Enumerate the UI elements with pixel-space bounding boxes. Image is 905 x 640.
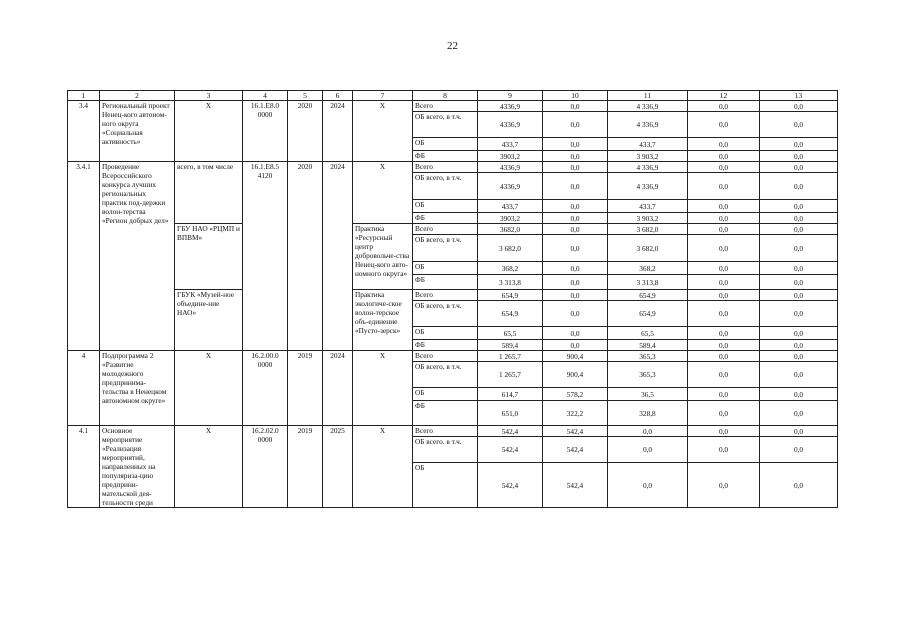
amount-cell: 0,0 bbox=[688, 351, 760, 362]
funding-source: ОБ bbox=[413, 388, 478, 401]
amount-cell: 433,7 bbox=[608, 138, 688, 151]
amount-cell: 4 336,9 bbox=[608, 101, 688, 112]
end-year: 2024 bbox=[323, 162, 353, 351]
amount-cell: 542,4 bbox=[543, 437, 608, 463]
item-number: 3.4 bbox=[68, 101, 100, 162]
amount-cell: 0,0 bbox=[760, 437, 838, 463]
amount-cell: 4336,9 bbox=[478, 173, 543, 200]
amount-cell: 651,0 bbox=[478, 401, 543, 426]
practice-name: X bbox=[353, 162, 413, 224]
amount-cell: 0,0 bbox=[608, 463, 688, 508]
amount-cell: 542,4 bbox=[543, 463, 608, 508]
amount-cell: 0,0 bbox=[688, 138, 760, 151]
amount-cell: 0,0 bbox=[688, 235, 760, 262]
amount-cell: 0,0 bbox=[688, 340, 760, 351]
amount-cell: 0,0 bbox=[543, 301, 608, 327]
amount-cell: 654,9 bbox=[478, 290, 543, 301]
amount-cell: 0,0 bbox=[543, 162, 608, 173]
budget-code: 16.2.00.0 0000 bbox=[243, 351, 288, 426]
amount-cell: 578,2 bbox=[543, 388, 608, 401]
amount-cell: 0,0 bbox=[760, 138, 838, 151]
col-header: 2 bbox=[100, 91, 175, 101]
funding-source: ОБ всего, в т.ч. bbox=[413, 112, 478, 138]
table-row bbox=[68, 426, 838, 437]
amount-cell: 3 682,0 bbox=[478, 235, 543, 262]
amount-cell: 0,0 bbox=[543, 224, 608, 235]
amount-cell: 0,0 bbox=[543, 290, 608, 301]
amount-cell: 542,4 bbox=[543, 426, 608, 437]
amount-cell: 0,0 bbox=[760, 235, 838, 262]
funding-source: Всего bbox=[413, 101, 478, 112]
amount-cell: 0,0 bbox=[760, 151, 838, 162]
amount-cell: 0,0 bbox=[760, 112, 838, 138]
practice-name: X bbox=[353, 101, 413, 162]
start-year: 2020 bbox=[288, 101, 323, 162]
funding-source: ОБ всего, в т.ч. bbox=[413, 235, 478, 262]
funding-source: Всего bbox=[413, 162, 478, 173]
budget-code: 16.1.E8.0 0000 bbox=[243, 101, 288, 162]
amount-cell: 654,9 bbox=[608, 301, 688, 327]
amount-cell: 0,0 bbox=[608, 426, 688, 437]
end-year: 2025 bbox=[323, 426, 353, 508]
start-year: 2020 bbox=[288, 162, 323, 351]
amount-cell: 3903,2 bbox=[478, 151, 543, 162]
col-header: 10 bbox=[543, 91, 608, 101]
funding-source: ОБ bbox=[413, 200, 478, 213]
financing-table bbox=[67, 90, 838, 508]
amount-cell: 368,2 bbox=[478, 262, 543, 275]
col-header: 1 bbox=[68, 91, 100, 101]
start-year: 2019 bbox=[288, 351, 323, 426]
funding-source: ОБ bbox=[413, 262, 478, 275]
amount-cell: 4336,9 bbox=[478, 101, 543, 112]
amount-cell: 0,0 bbox=[543, 101, 608, 112]
executor: X bbox=[175, 101, 243, 162]
amount-cell: 0,0 bbox=[760, 401, 838, 426]
amount-cell: 0,0 bbox=[688, 275, 760, 290]
table-row bbox=[68, 162, 838, 173]
item-name: Региональный проект Ненец-кого автоном-ного округа «Социальная активность» bbox=[100, 101, 175, 162]
amount-cell: 0,0 bbox=[760, 213, 838, 224]
funding-source: ФБ bbox=[413, 275, 478, 290]
start-year: 2019 bbox=[288, 426, 323, 508]
amount-cell: 0,0 bbox=[688, 327, 760, 340]
funding-source: ОБ bbox=[413, 327, 478, 340]
funding-source: Всего bbox=[413, 290, 478, 301]
amount-cell: 0,0 bbox=[760, 327, 838, 340]
amount-cell: 0,0 bbox=[760, 200, 838, 213]
funding-source: ФБ bbox=[413, 340, 478, 351]
amount-cell: 0,0 bbox=[760, 463, 838, 508]
amount-cell: 365,3 bbox=[608, 351, 688, 362]
amount-cell: 0,0 bbox=[688, 388, 760, 401]
amount-cell: 0,0 bbox=[688, 173, 760, 200]
amount-cell: 0,0 bbox=[608, 437, 688, 463]
amount-cell: 0,0 bbox=[688, 437, 760, 463]
amount-cell: 0,0 bbox=[688, 151, 760, 162]
practice-name: Практика экологиче-ское волон-терское объ-единение «Пусто-зерск» bbox=[353, 290, 413, 351]
amount-cell: 0,0 bbox=[688, 224, 760, 235]
funding-source: ФБ bbox=[413, 213, 478, 224]
practice-name: X bbox=[353, 426, 413, 508]
amount-cell: 0,0 bbox=[760, 426, 838, 437]
item-name: Проведение Всероссийского конкурса лучших региональных практик под-держки волон-терства «Регион добрых дел» bbox=[100, 162, 175, 351]
amount-cell: 0,0 bbox=[543, 275, 608, 290]
col-header: 8 bbox=[413, 91, 478, 101]
amount-cell: 0,0 bbox=[760, 301, 838, 327]
amount-cell: 322,2 bbox=[543, 401, 608, 426]
amount-cell: 65,5 bbox=[478, 327, 543, 340]
funding-source: Всего bbox=[413, 426, 478, 437]
table-row bbox=[68, 224, 838, 235]
amount-cell: 4 336,9 bbox=[608, 173, 688, 200]
amount-cell: 589,4 bbox=[608, 340, 688, 351]
end-year: 2024 bbox=[323, 351, 353, 426]
amount-cell: 3 903,2 bbox=[608, 151, 688, 162]
amount-cell: 614,7 bbox=[478, 388, 543, 401]
practice-name: X bbox=[353, 351, 413, 426]
amount-cell: 900,4 bbox=[543, 351, 608, 362]
executor: X bbox=[175, 351, 243, 426]
amount-cell: 4336,9 bbox=[478, 112, 543, 138]
amount-cell: 0,0 bbox=[760, 173, 838, 200]
col-header: 7 bbox=[353, 91, 413, 101]
amount-cell: 0,0 bbox=[760, 290, 838, 301]
end-year: 2024 bbox=[323, 101, 353, 162]
col-header: 3 bbox=[175, 91, 243, 101]
amount-cell: 0,0 bbox=[543, 262, 608, 275]
amount-cell: 3903,2 bbox=[478, 213, 543, 224]
amount-cell: 0,0 bbox=[688, 401, 760, 426]
amount-cell: 542,4 bbox=[478, 463, 543, 508]
amount-cell: 0,0 bbox=[760, 275, 838, 290]
item-name: Подпрограмма 2 «Развитие молодежного предпринима-тельства в Ненецком автономном округе» bbox=[100, 351, 175, 426]
amount-cell: 0,0 bbox=[760, 224, 838, 235]
amount-cell: 3682,0 bbox=[478, 224, 543, 235]
amount-cell: 0,0 bbox=[760, 340, 838, 351]
amount-cell: 3 313,8 bbox=[608, 275, 688, 290]
amount-cell: 0,0 bbox=[688, 426, 760, 437]
item-number: 3.4.1 bbox=[68, 162, 100, 351]
amount-cell: 0,0 bbox=[688, 200, 760, 213]
item-name: Основное мероприятие «Реализация мероприятий, направленных на популяриза-цию предприни-мательской дея-тельности среди bbox=[100, 426, 175, 508]
amount-cell: 3 682,0 bbox=[608, 235, 688, 262]
col-header: 13 bbox=[760, 91, 838, 101]
funding-source: ОБ bbox=[413, 138, 478, 151]
amount-cell: 4336,9 bbox=[478, 162, 543, 173]
funding-source: ФБ bbox=[413, 151, 478, 162]
amount-cell: 900,4 bbox=[543, 362, 608, 388]
amount-cell: 589,4 bbox=[478, 340, 543, 351]
funding-source: ОБ всего, в т.ч. bbox=[413, 362, 478, 388]
page-number: 22 bbox=[447, 40, 458, 52]
amount-cell: 0,0 bbox=[760, 388, 838, 401]
amount-cell: 0,0 bbox=[543, 235, 608, 262]
amount-cell: 4 336,9 bbox=[608, 162, 688, 173]
executor: ГБУК «Музей-ное объедине-ние НАО» bbox=[175, 290, 243, 351]
col-header: 12 bbox=[688, 91, 760, 101]
amount-cell: 0,0 bbox=[688, 162, 760, 173]
amount-cell: 0,0 bbox=[760, 362, 838, 388]
amount-cell: 0,0 bbox=[543, 173, 608, 200]
amount-cell: 365,3 bbox=[608, 362, 688, 388]
amount-cell: 3 313,8 bbox=[478, 275, 543, 290]
amount-cell: 3 682,0 bbox=[608, 224, 688, 235]
amount-cell: 0,0 bbox=[688, 301, 760, 327]
col-header: 11 bbox=[608, 91, 688, 101]
funding-source: Всего bbox=[413, 351, 478, 362]
funding-source: ФБ bbox=[413, 401, 478, 426]
amount-cell: 1 265,7 bbox=[478, 351, 543, 362]
table-row bbox=[68, 290, 838, 301]
amount-cell: 433,7 bbox=[608, 200, 688, 213]
budget-code: 16.1.E8.5 4120 bbox=[243, 162, 288, 351]
amount-cell: 0,0 bbox=[688, 463, 760, 508]
amount-cell: 433,7 bbox=[478, 200, 543, 213]
funding-source: ОБ всего. в т.ч. bbox=[413, 437, 478, 463]
amount-cell: 0,0 bbox=[688, 112, 760, 138]
amount-cell: 328,8 bbox=[608, 401, 688, 426]
amount-cell: 0,0 bbox=[688, 101, 760, 112]
amount-cell: 0,0 bbox=[543, 327, 608, 340]
amount-cell: 0,0 bbox=[688, 213, 760, 224]
amount-cell: 0,0 bbox=[760, 162, 838, 173]
col-header: 4 bbox=[243, 91, 288, 101]
executor: ГБУ НАО «РЦМП и ВПВМ» bbox=[175, 224, 243, 290]
amount-cell: 0,0 bbox=[688, 362, 760, 388]
funding-source: ОБ всего, в т.ч. bbox=[413, 301, 478, 327]
amount-cell: 0,0 bbox=[688, 290, 760, 301]
table-row bbox=[68, 351, 838, 362]
amount-cell: 542,4 bbox=[478, 437, 543, 463]
col-header: 5 bbox=[288, 91, 323, 101]
amount-cell: 36,5 bbox=[608, 388, 688, 401]
amount-cell: 654,9 bbox=[478, 301, 543, 327]
amount-cell: 0,0 bbox=[760, 351, 838, 362]
practice-name: Практика «Ресурсный центр добровольче-ства Ненец-кого авто-номного округа» bbox=[353, 224, 413, 290]
col-header: 9 bbox=[478, 91, 543, 101]
amount-cell: 0,0 bbox=[543, 200, 608, 213]
table-row bbox=[68, 101, 838, 112]
col-header: 6 bbox=[323, 91, 353, 101]
amount-cell: 0,0 bbox=[543, 340, 608, 351]
funding-source: Всего bbox=[413, 224, 478, 235]
executor: X bbox=[175, 426, 243, 508]
funding-source: ОБ всего, в т.ч. bbox=[413, 173, 478, 200]
item-number: 4.1 bbox=[68, 426, 100, 508]
amount-cell: 0,0 bbox=[543, 151, 608, 162]
amount-cell: 0,0 bbox=[543, 112, 608, 138]
amount-cell: 654,9 bbox=[608, 290, 688, 301]
item-number: 4 bbox=[68, 351, 100, 426]
amount-cell: 1 265,7 bbox=[478, 362, 543, 388]
executor: всего, в том числе bbox=[175, 162, 243, 224]
amount-cell: 433,7 bbox=[478, 138, 543, 151]
amount-cell: 0,0 bbox=[543, 213, 608, 224]
budget-code: 16.2.02.0 0000 bbox=[243, 426, 288, 508]
amount-cell: 0,0 bbox=[688, 262, 760, 275]
amount-cell: 0,0 bbox=[760, 262, 838, 275]
funding-source: ОБ bbox=[413, 463, 478, 508]
amount-cell: 3 903,2 bbox=[608, 213, 688, 224]
amount-cell: 65,5 bbox=[608, 327, 688, 340]
amount-cell: 542,4 bbox=[478, 426, 543, 437]
amount-cell: 0,0 bbox=[760, 101, 838, 112]
header-row bbox=[68, 91, 838, 101]
amount-cell: 368,2 bbox=[608, 262, 688, 275]
amount-cell: 0,0 bbox=[543, 138, 608, 151]
amount-cell: 4 336,9 bbox=[608, 112, 688, 138]
